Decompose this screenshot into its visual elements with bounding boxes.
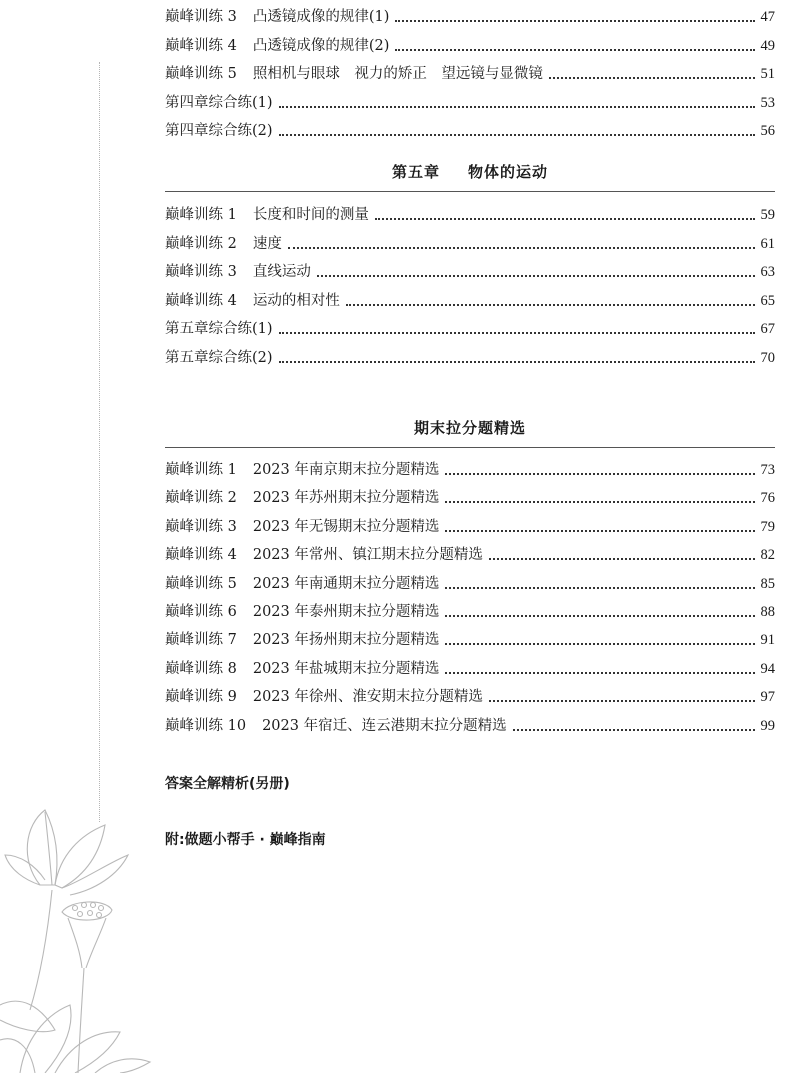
toc-entry[interactable]	[165, 117, 775, 141]
appendix-note: 附:做题小帮手 · 巅峰指南	[165, 832, 326, 848]
toc-leader-dots	[445, 587, 754, 589]
toc-entry[interactable]	[165, 484, 775, 508]
toc-leader-dots	[395, 20, 754, 22]
toc-entry-code: 巅峰训练 4	[165, 547, 237, 564]
toc-entry-page: 67	[760, 321, 775, 338]
toc-entry-code: 巅峰训练 7	[165, 632, 237, 649]
toc-entry[interactable]	[165, 3, 775, 27]
final-section-heading: 期末拉分题精选	[413, 419, 526, 437]
toc-entry-label	[165, 460, 439, 480]
toc-entry-label	[165, 716, 507, 736]
toc-entry-title: 2023 年盐城期末拉分题精选	[252, 660, 440, 677]
toc-entry[interactable]	[165, 287, 775, 311]
toc-entry-label	[165, 36, 389, 56]
toc-entry-page: 51	[760, 66, 775, 83]
toc-leader-dots	[445, 643, 754, 645]
toc-entry[interactable]	[165, 230, 775, 254]
toc-entry-code: 巅峰训练 5	[165, 66, 237, 83]
toc-entry-label	[165, 348, 273, 368]
toc-entry-page: 99	[760, 717, 775, 734]
toc-entry-label	[165, 121, 273, 141]
toc-entry-code: 巅峰训练 4	[165, 292, 237, 309]
toc-entry-code: 巅峰训练 3	[165, 518, 237, 535]
toc-entry-title: 2023 年扬州期末拉分题精选	[252, 632, 440, 649]
toc-entry-page: 82	[760, 547, 775, 564]
toc-entry-title: 2023 年宿迁、连云港期末拉分题精选	[262, 717, 507, 734]
toc-entry-title: 凸透镜成像的规律(2)	[252, 37, 390, 54]
toc-entry-page: 47	[760, 9, 775, 25]
toc-entry[interactable]	[165, 258, 775, 282]
toc-leader-dots	[288, 247, 755, 249]
toc-entry-code: 巅峰训练 2	[165, 490, 237, 507]
toc-entry[interactable]	[165, 513, 775, 537]
toc-entry[interactable]	[165, 683, 775, 707]
toc-entry-label	[165, 64, 543, 84]
toc-entry[interactable]	[165, 541, 775, 565]
toc-entry-title: 直线运动	[252, 264, 311, 281]
toc-entry-code: 巅峰训练 5	[165, 575, 237, 592]
toc-entry-label	[165, 7, 389, 27]
toc-entry-page: 61	[760, 235, 775, 252]
toc-entry[interactable]	[165, 60, 775, 84]
answer-note: 答案全解精析(另册)	[165, 776, 290, 792]
toc-leader-dots	[279, 332, 755, 334]
toc-entry-code: 巅峰训练 2	[165, 235, 237, 252]
toc-entry-code: 巅峰训练 4	[165, 37, 237, 54]
toc-leader-dots	[513, 729, 755, 731]
toc-leader-dots	[279, 134, 755, 136]
toc-entry-title: 2023 年南京期末拉分题精选	[252, 462, 440, 478]
toc-entry-title: 照相机与眼球 视力的矫正 望远镜与显微镜	[252, 66, 543, 83]
toc-entry-title: 第四章综合练(1)	[165, 94, 273, 111]
toc-entry-title: 2023 年泰州期末拉分题精选	[252, 604, 440, 620]
toc-entry-page: 56	[760, 123, 775, 140]
toc-entry[interactable]	[165, 655, 775, 679]
margin-dotted-rule	[99, 62, 100, 822]
toc-leader-dots	[445, 530, 754, 532]
toc-entry-page: 85	[760, 575, 775, 592]
toc-entry-code: 巅峰训练 6	[165, 604, 237, 620]
toc-leader-dots	[317, 275, 755, 277]
toc-entry-page: 91	[760, 632, 775, 649]
toc-entry[interactable]	[165, 89, 775, 113]
final-section-rule	[165, 447, 775, 448]
toc-entry[interactable]	[165, 598, 775, 622]
chapter5-heading	[165, 161, 775, 182]
toc-entry-label	[165, 630, 439, 650]
toc-entry-page: 73	[760, 462, 775, 478]
toc-entry-label	[165, 234, 282, 254]
toc-entry-title: 2023 年苏州期末拉分题精选	[252, 490, 440, 507]
toc-leader-dots	[279, 361, 755, 363]
toc-entry-title: 第五章综合练(2)	[165, 350, 273, 366]
toc-entry[interactable]	[165, 344, 775, 368]
toc-entry-label	[165, 262, 311, 282]
toc-leader-dots	[395, 49, 754, 51]
toc-leader-dots	[279, 106, 755, 108]
toc-entry-label	[165, 602, 439, 622]
toc-entry-title: 2023 年无锡期末拉分题精选	[252, 518, 440, 535]
toc-leader-dots	[346, 304, 755, 306]
chapter5-label: 第五章	[391, 163, 440, 181]
toc-entry-label	[165, 659, 439, 679]
toc-entry-page: 49	[760, 37, 775, 54]
toc-entry-code: 巅峰训练 8	[165, 660, 237, 677]
toc-entry-page: 97	[760, 689, 775, 706]
toc-entry-label	[165, 574, 439, 594]
toc-entry-label	[165, 517, 439, 537]
toc-entry-page: 53	[760, 94, 775, 111]
toc-entry-label	[165, 687, 483, 707]
toc-entry-page: 88	[760, 604, 775, 620]
toc-entry-title: 2023 年南通期末拉分题精选	[252, 575, 440, 592]
toc-leader-dots	[445, 672, 754, 674]
toc-entry-title: 凸透镜成像的规律(1)	[252, 9, 390, 25]
toc-entry-page: 63	[760, 264, 775, 281]
toc-entry-page: 79	[760, 518, 775, 535]
toc-entry-label	[165, 205, 369, 225]
toc-leader-dots	[445, 615, 754, 617]
toc-entry-code: 巅峰训练 3	[165, 264, 237, 281]
toc-leader-dots	[445, 501, 754, 503]
toc-entry[interactable]	[165, 201, 775, 225]
chapter5-rule	[165, 191, 775, 192]
toc-entry[interactable]	[165, 315, 775, 339]
toc-entry-title: 2023 年徐州、淮安期末拉分题精选	[252, 689, 483, 706]
toc-entry-title: 长度和时间的测量	[252, 207, 369, 223]
toc-entry-title: 2023 年常州、镇江期末拉分题精选	[252, 547, 483, 564]
toc-entry-page: 76	[760, 490, 775, 507]
toc-leader-dots	[489, 700, 755, 702]
toc-entry-label	[165, 488, 439, 508]
toc-entry-label	[165, 291, 340, 311]
toc-entry[interactable]	[165, 626, 775, 650]
lotus-decoration-icon	[0, 800, 200, 1073]
toc-entry-page: 59	[760, 207, 775, 223]
toc-entry-code: 巅峰训练 10	[165, 717, 247, 734]
toc-entry-label	[165, 93, 273, 113]
toc-entry-code: 巅峰训练 3	[165, 9, 237, 25]
toc-entry-page: 94	[760, 660, 775, 677]
toc-entry-title: 第五章综合练(1)	[165, 321, 273, 338]
toc-entry-code: 巅峰训练 9	[165, 689, 237, 706]
toc-entry[interactable]	[165, 32, 775, 56]
toc-leader-dots	[445, 473, 754, 475]
toc-entry-page: 70	[760, 350, 775, 366]
toc-entry[interactable]	[165, 712, 775, 736]
toc-entry[interactable]	[165, 570, 775, 594]
toc-entry-code: 巅峰训练 1	[165, 462, 237, 478]
toc-entry[interactable]	[165, 456, 775, 480]
toc-entry-page: 65	[760, 292, 775, 309]
toc-entry-title: 运动的相对性	[252, 292, 340, 309]
toc-leader-dots	[375, 218, 755, 220]
toc-entry-label	[165, 545, 483, 565]
chapter5-title: 物体的运动	[468, 163, 549, 181]
toc-entry-code: 巅峰训练 1	[165, 207, 237, 223]
toc-leader-dots	[489, 558, 755, 560]
toc-entry-title: 第四章综合练(2)	[165, 123, 273, 140]
toc-leader-dots	[549, 77, 755, 79]
toc-entry-title: 速度	[252, 235, 282, 252]
toc-entry-label	[165, 319, 273, 339]
